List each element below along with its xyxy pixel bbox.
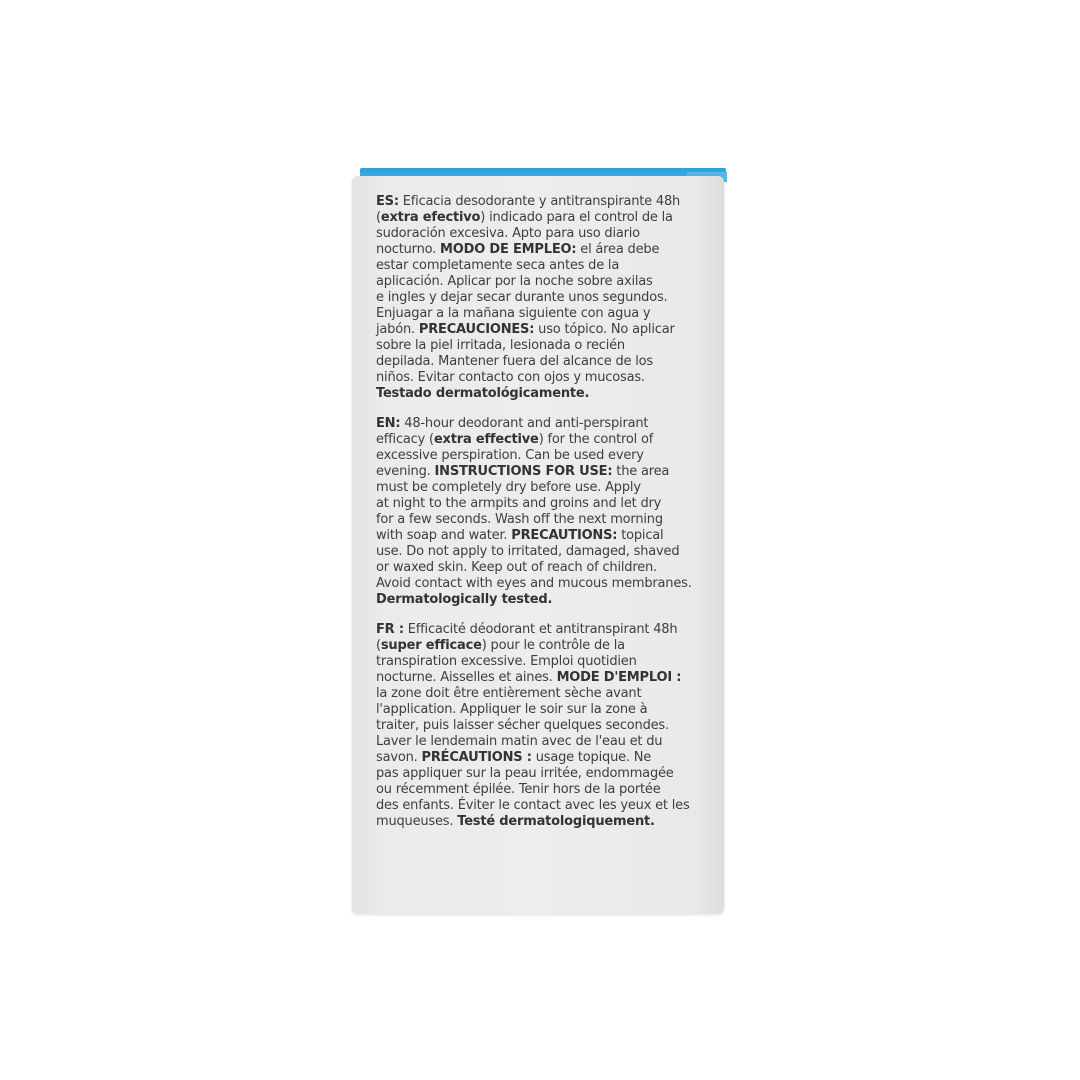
paragraph-en <box>376 416 712 608</box>
text-segment: pas appliquer sur la peau irritée, endommagée <box>376 766 674 781</box>
bold-text: PRECAUCIONES: <box>418 322 535 337</box>
bold-text: FR : <box>376 622 404 637</box>
bold-text: PRECAUTIONS: <box>511 528 618 543</box>
text-segment: e ingles y dejar secar durante unos segundos. <box>376 290 668 305</box>
text-segment: ou récemment épilée. Tenir hors de la portée <box>376 782 661 797</box>
text-segment: 48-hour deodorant and anti-perspirant <box>400 416 649 431</box>
text-segment: sobre la piel irritada, lesionada o recién <box>376 338 625 353</box>
text-line <box>376 622 712 638</box>
text-line <box>376 210 712 226</box>
text-line <box>376 258 712 274</box>
box-side-panel <box>352 176 724 914</box>
paragraph-fr <box>376 622 712 830</box>
text-line <box>376 354 712 370</box>
text-line <box>376 194 712 210</box>
text-segment: traiter, puis laisser sécher quelques secondes. <box>376 718 669 733</box>
text-segment: niños. Evitar contacto con ojos y mucosas. <box>376 370 645 385</box>
text-segment: use. Do not apply to irritated, damaged, shaved <box>376 544 680 559</box>
text-segment: the area <box>612 464 670 479</box>
text-segment: la zone doit être entièrement sèche avant <box>376 686 642 701</box>
text-segment: for a few seconds. Wash off the next morning <box>376 512 663 527</box>
text-segment: transpiration excessive. Emploi quotidien <box>376 654 637 669</box>
text-segment: jabón. <box>376 322 419 337</box>
text-segment: savon. <box>376 750 422 765</box>
text-line <box>376 702 712 718</box>
bold-text: ES: <box>376 194 399 209</box>
text-line <box>376 386 712 402</box>
text-segment: nocturne. Aisselles et aines. <box>376 670 557 685</box>
bold-text: MODE D'EMPLOI : <box>556 670 682 685</box>
product-box <box>352 168 727 914</box>
text-segment: muqueuses. <box>376 814 458 829</box>
text-line <box>376 814 712 830</box>
bold-text: Testé dermatologiquement. <box>457 814 655 829</box>
text-line <box>376 686 712 702</box>
text-segment: Efficacité déodorant et antitranspirant 48h <box>403 622 678 637</box>
text-segment: sudoración excesiva. Apto para uso diario <box>376 226 640 241</box>
text-line <box>376 322 712 338</box>
text-line <box>376 290 712 306</box>
text-line <box>376 670 712 686</box>
text-line <box>376 544 712 560</box>
text-line <box>376 782 712 798</box>
text-line <box>376 464 712 480</box>
bold-text: extra effective <box>433 432 539 447</box>
text-segment: ) for the control of <box>538 432 654 447</box>
text-segment: Laver le lendemain matin avec de l'eau et du <box>376 734 663 749</box>
text-segment: topical <box>617 528 664 543</box>
text-line <box>376 766 712 782</box>
text-segment: Eficacia desodorante y antitranspirante 48h <box>398 194 681 209</box>
text-line <box>376 242 712 258</box>
text-line <box>376 528 712 544</box>
text-segment: efficacy ( <box>376 432 434 447</box>
text-segment: nocturno. <box>376 242 441 257</box>
text-line <box>376 338 712 354</box>
text-line <box>376 512 712 528</box>
text-segment: evening. <box>376 464 435 479</box>
text-line <box>376 274 712 290</box>
text-line <box>376 654 712 670</box>
text-line <box>376 798 712 814</box>
text-segment: ) pour le contrôle de la <box>481 638 625 653</box>
text-line <box>376 480 712 496</box>
text-line <box>376 496 712 512</box>
bold-text: PRÉCAUTIONS : <box>421 750 532 765</box>
text-line <box>376 370 712 386</box>
text-line <box>376 592 712 608</box>
text-line <box>376 750 712 766</box>
text-segment: Avoid contact with eyes and mucous membranes. <box>376 576 692 591</box>
text-line <box>376 718 712 734</box>
bold-text: super efficace <box>380 638 482 653</box>
text-segment: uso tópico. No aplicar <box>534 322 675 337</box>
text-line <box>376 448 712 464</box>
bold-text: INSTRUCTIONS FOR USE: <box>434 464 613 479</box>
text-segment: el área debe <box>576 242 660 257</box>
text-line <box>376 560 712 576</box>
bold-text: EN: <box>376 416 401 431</box>
text-line <box>376 226 712 242</box>
text-segment: ( <box>376 638 381 653</box>
text-segment: des enfants. Éviter le contact avec les yeux et les <box>376 798 690 813</box>
text-line <box>376 734 712 750</box>
bold-text: extra efectivo <box>380 210 481 225</box>
text-line <box>376 416 712 432</box>
text-line <box>376 432 712 448</box>
bold-text: Dermatologically tested. <box>376 592 553 607</box>
text-segment: ) indicado para el control de la <box>480 210 673 225</box>
text-line <box>376 306 712 322</box>
paragraph-es <box>376 194 712 402</box>
bold-text: MODO DE EMPLEO: <box>440 242 577 257</box>
text-segment: with soap and water. <box>376 528 512 543</box>
text-line <box>376 576 712 592</box>
text-segment: l'application. Appliquer le soir sur la zone à <box>376 702 648 717</box>
text-segment: usage topique. Ne <box>531 750 652 765</box>
text-segment: must be completely dry before use. Apply <box>376 480 641 495</box>
text-segment: or waxed skin. Keep out of reach of children. <box>376 560 657 575</box>
text-line <box>376 638 712 654</box>
label-text <box>376 194 712 844</box>
text-segment: ( <box>376 210 381 225</box>
text-segment: excessive perspiration. Can be used every <box>376 448 644 463</box>
text-segment: depilada. Mantener fuera del alcance de los <box>376 354 653 369</box>
text-segment: at night to the armpits and groins and let dry <box>376 496 662 511</box>
bold-text: Testado dermatológicamente. <box>376 386 590 401</box>
text-segment: Enjuagar a la mañana siguiente con agua y <box>376 306 651 321</box>
text-segment: estar completamente seca antes de la <box>376 258 620 273</box>
text-segment: aplicación. Aplicar por la noche sobre axilas <box>376 274 653 289</box>
